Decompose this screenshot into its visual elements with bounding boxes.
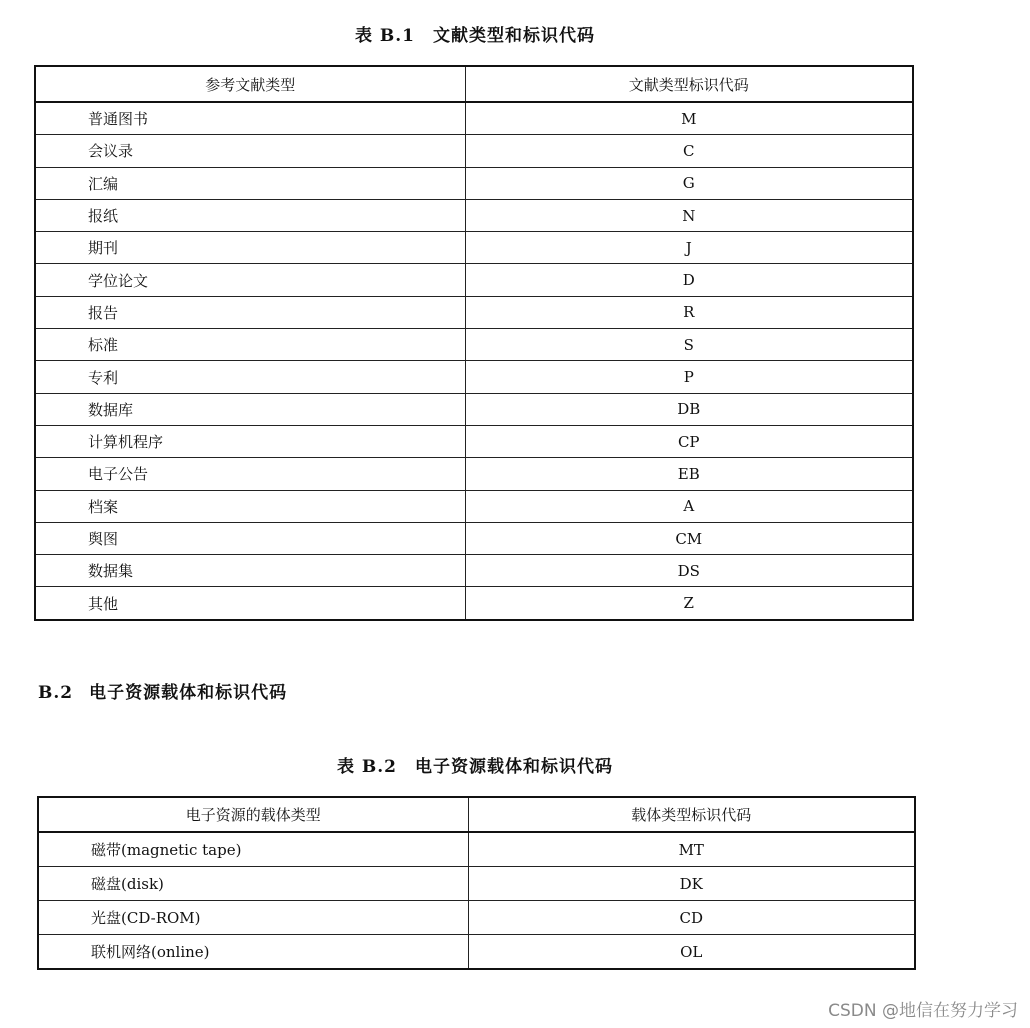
table-row <box>38 832 915 867</box>
code-cell: EB <box>465 458 913 490</box>
table-row <box>35 232 913 264</box>
table-b2-caption-title: 电子资源载体和标识代码 <box>415 757 614 777</box>
table-row <box>35 329 913 361</box>
code-cell: CD <box>468 901 915 935</box>
column-header-type: 参考文献类型 <box>35 66 465 102</box>
type-cell: 档案 <box>35 490 465 522</box>
section-number: B.2 <box>38 683 74 703</box>
type-cell: 学位论文 <box>35 264 465 296</box>
table-b1 <box>34 65 914 621</box>
table-row <box>35 458 913 490</box>
table-b1-caption-label: 表 B.1 <box>354 26 416 46</box>
table-row <box>35 199 913 231</box>
code-cell: CM <box>465 522 913 554</box>
watermark: CSDN @地信在努力学习 <box>828 1001 1018 1021</box>
table-row <box>35 296 913 328</box>
code-cell: MT <box>468 832 915 867</box>
table-row <box>38 867 915 901</box>
code-cell: DB <box>465 393 913 425</box>
code-cell: J <box>465 232 913 264</box>
type-cell: 其他 <box>35 587 465 620</box>
type-cell: 报纸 <box>35 199 465 231</box>
type-cell: 舆图 <box>35 522 465 554</box>
code-cell: N <box>465 199 913 231</box>
table-row <box>35 102 913 135</box>
code-cell: M <box>465 102 913 135</box>
table-row <box>35 167 913 199</box>
table-b1-caption-title: 文献类型和标识代码 <box>433 26 596 46</box>
code-cell: CP <box>465 425 913 457</box>
table-b2-caption <box>0 752 950 777</box>
table-b2 <box>37 796 916 970</box>
type-cell: 专利 <box>35 361 465 393</box>
type-cell: 数据库 <box>35 393 465 425</box>
table-row <box>35 522 913 554</box>
table-b1-caption <box>0 21 950 46</box>
code-cell: R <box>465 296 913 328</box>
code-cell: DS <box>465 555 913 587</box>
column-header-code: 文献类型标识代码 <box>465 66 913 102</box>
table-row <box>35 361 913 393</box>
table-header-row <box>38 797 915 832</box>
table-row <box>35 264 913 296</box>
table-row <box>35 587 913 620</box>
table-row <box>35 555 913 587</box>
type-cell: 数据集 <box>35 555 465 587</box>
code-cell: C <box>465 135 913 167</box>
table-row <box>38 935 915 970</box>
table-row <box>38 901 915 935</box>
type-cell: 电子公告 <box>35 458 465 490</box>
type-cell: 标准 <box>35 329 465 361</box>
code-cell: Z <box>465 587 913 620</box>
code-cell: S <box>465 329 913 361</box>
type-cell: 光盘(CD-ROM) <box>38 901 468 935</box>
code-cell: D <box>465 264 913 296</box>
section-b2-heading <box>38 678 287 703</box>
type-cell: 普通图书 <box>35 102 465 135</box>
table-header-row <box>35 66 913 102</box>
type-cell: 报告 <box>35 296 465 328</box>
type-cell: 联机网络(online) <box>38 935 468 970</box>
type-cell: 磁盘(disk) <box>38 867 468 901</box>
type-cell: 会议录 <box>35 135 465 167</box>
table-b2-caption-label: 表 B.2 <box>336 757 398 777</box>
table-row <box>35 490 913 522</box>
type-cell: 期刊 <box>35 232 465 264</box>
table-row <box>35 393 913 425</box>
code-cell: A <box>465 490 913 522</box>
code-cell: G <box>465 167 913 199</box>
code-cell: DK <box>468 867 915 901</box>
column-header-carrier-type: 电子资源的载体类型 <box>38 797 468 832</box>
type-cell: 计算机程序 <box>35 425 465 457</box>
section-title: 电子资源载体和标识代码 <box>89 683 288 703</box>
code-cell: OL <box>468 935 915 970</box>
column-header-carrier-code: 载体类型标识代码 <box>468 797 915 832</box>
type-cell: 汇编 <box>35 167 465 199</box>
table-row <box>35 425 913 457</box>
type-cell: 磁带(magnetic tape) <box>38 832 468 867</box>
table-row <box>35 135 913 167</box>
code-cell: P <box>465 361 913 393</box>
